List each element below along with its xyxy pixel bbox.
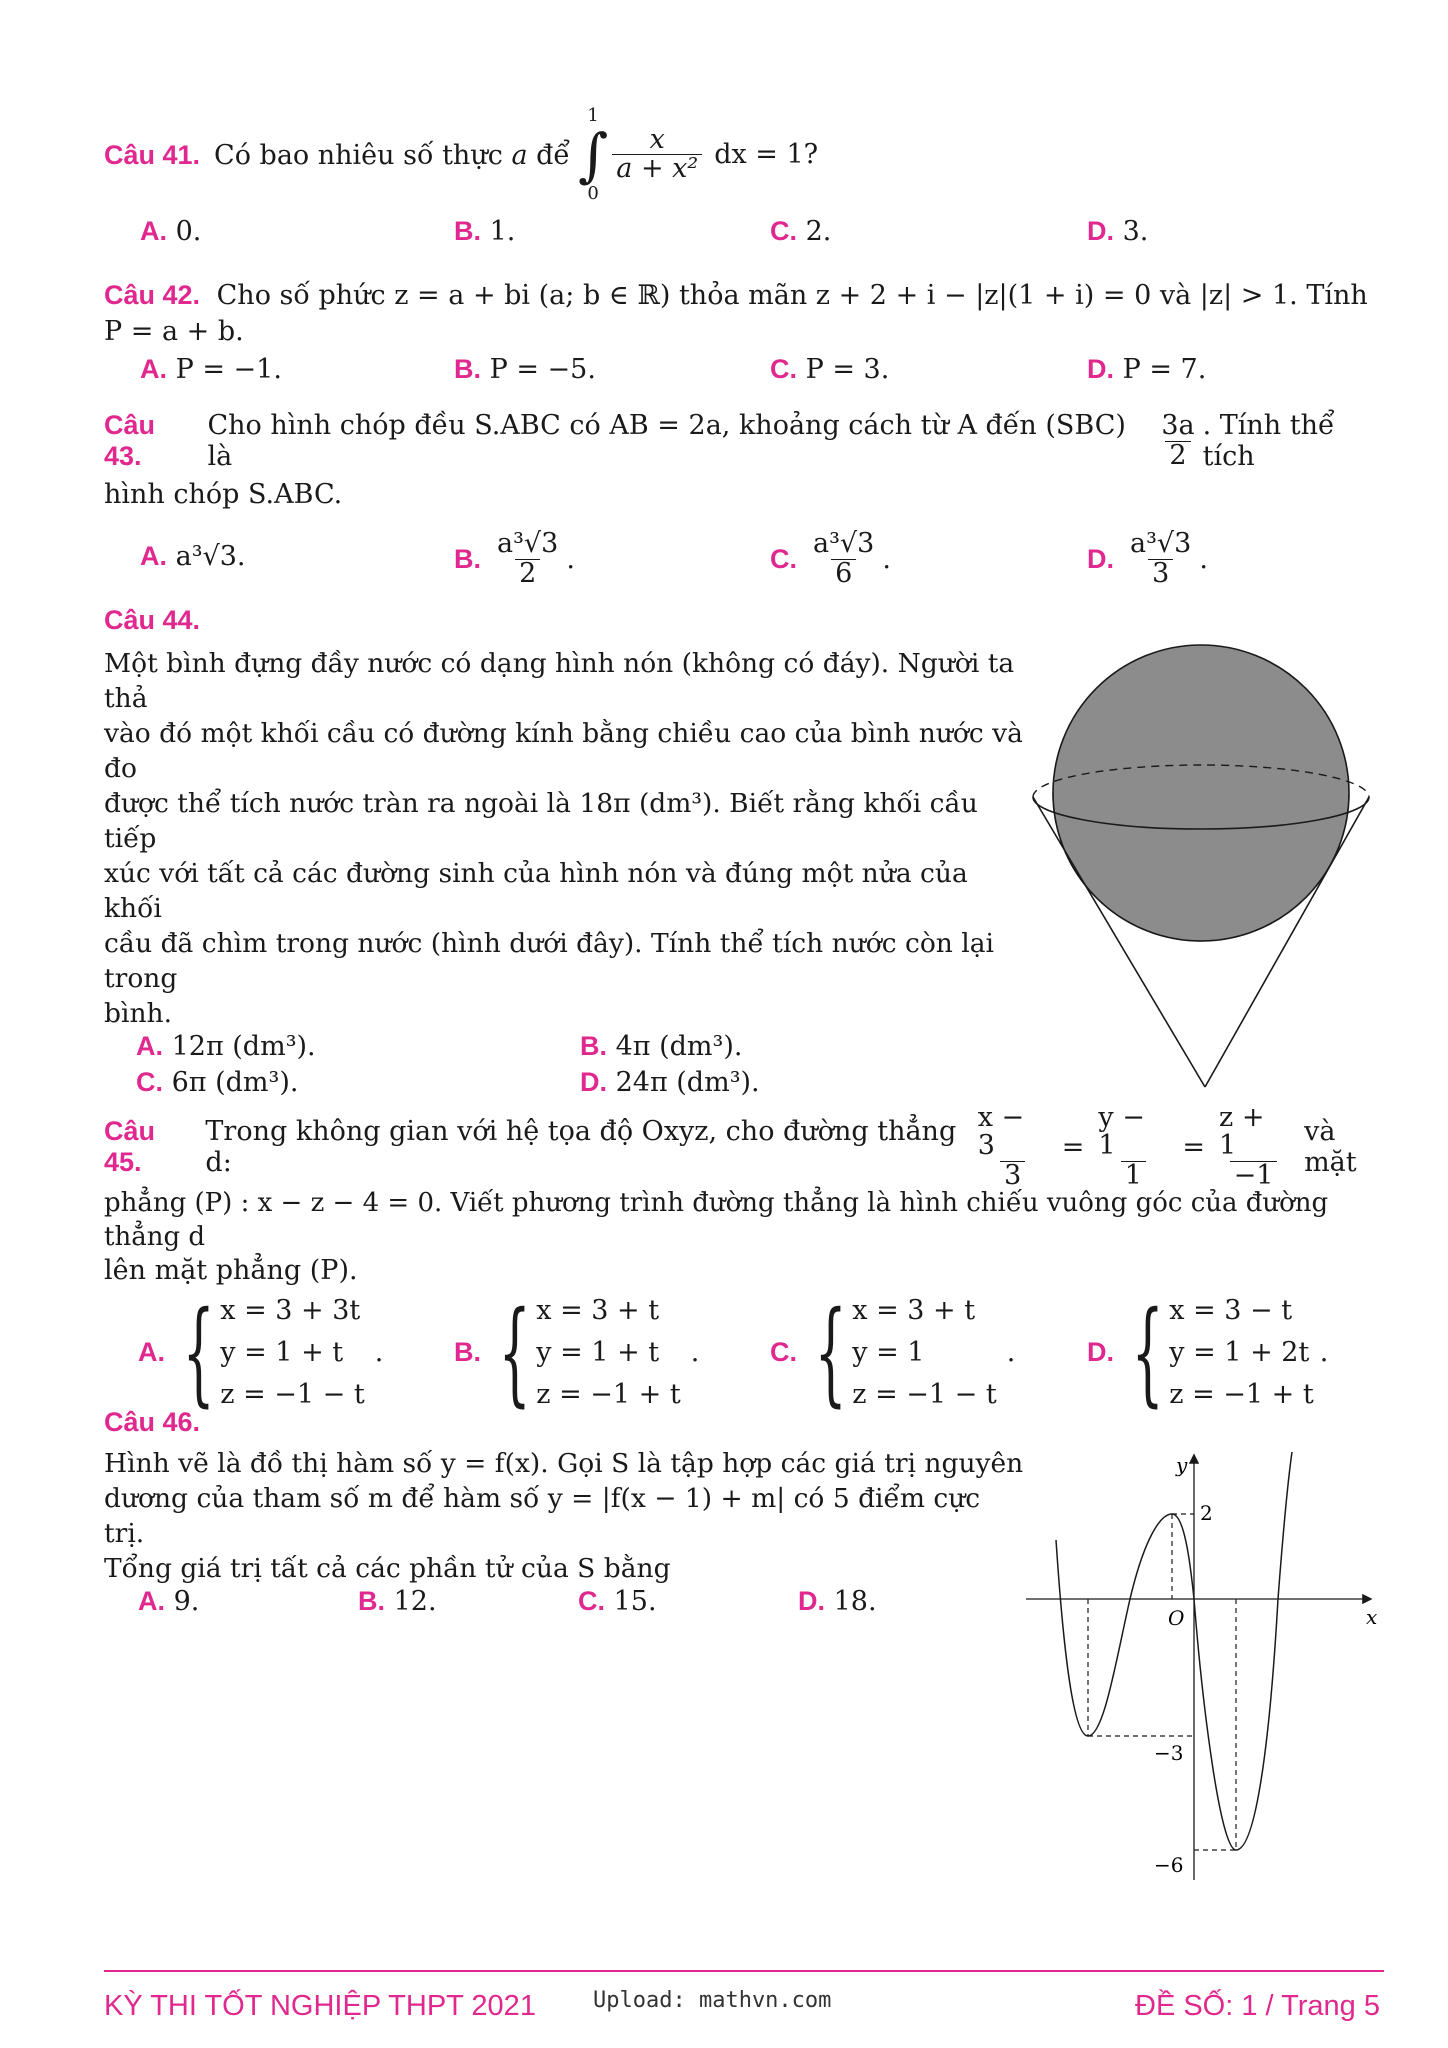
distance-fraction: $\frac{3a}{2}$ [1161,410,1195,471]
option-b[interactable]: B. 12. [358,1586,437,1617]
option-c[interactable]: C. { x = 3 + t y = 1 z = −1 − t . [770,1287,1016,1418]
options-grid [104,1031,1024,1107]
line-eq-x: $\frac{x - 3}{3}$ [977,1101,1025,1191]
options-row [104,354,1394,394]
line-eq-y: $\frac{y - 1}{1}$ [1098,1101,1145,1191]
question-label: Câu 44. [104,605,201,635]
option-c[interactable]: C. 15. [578,1586,657,1617]
line-eq-z: $\frac{z + 1}{-1}$ [1215,1104,1292,1190]
option-b[interactable]: B. 4π (dm³). [580,1031,743,1062]
y-axis-label: y [1176,1453,1188,1477]
options-row [104,1586,1024,1626]
question-text-line2: P = a + b. [104,316,244,347]
options-row [104,216,1384,256]
option-a[interactable]: A. { x = 3 + 3t y = 1 + t z = −1 − t . [138,1287,384,1418]
question-text: Cho hình chóp đều S.ABC có AB = 2a, khoảng cách từ A đến (SBC) là [207,410,1126,472]
sphere [1053,645,1349,941]
question-label: Câu 43. [104,410,156,471]
question-label: Câu 41. [104,139,201,170]
option-a[interactable]: A. 9. [138,1586,200,1617]
question-text: Trong không gian với hệ tọa độ Oxyz, cho đường thẳng d: [205,1116,957,1178]
footer-divider [104,1970,1384,1972]
option-a[interactable]: A. 12π (dm³). [136,1031,316,1062]
option-b[interactable]: B. P = −5. [454,354,596,385]
question-text-tail: . Tính thể tích [1202,410,1335,472]
option-a[interactable]: A. 0. [140,216,202,247]
option-a[interactable]: A. P = −1. [140,354,282,385]
option-c[interactable]: C. $\frac{\text{a³√3}}{6}$ . [770,528,891,589]
question-text-line3: lên mặt phẳng (P). [104,1255,358,1286]
tick-2: 2 [1200,1501,1213,1525]
option-b[interactable]: B. 1. [454,216,516,247]
question-label: Câu 46. [104,1407,201,1437]
question-text-line2: phẳng (P) : x − z − 4 = 0. Viết phương trình đường thẳng là hình chiếu vuông góc của đường thẳng d [104,1188,1329,1252]
origin-label: O [1168,1606,1185,1630]
question-text: Cho số phức z = a + bi (a; b ∈ ℝ) thỏa mãn z + 2 + i − |z|(1 + i) = 0 và |z| > 1. Tính [216,280,1368,311]
option-c[interactable]: C. 2. [770,216,832,247]
option-c[interactable]: C. P = 3. [770,354,890,385]
question-46 [104,1404,1024,1626]
question-label: Câu 45. [104,1116,156,1177]
question-text: Có bao nhiêu số thực a để [214,139,571,171]
footer-exam-title: KỲ THI TỐT NGHIỆP THPT 2021 [104,1990,536,2022]
option-b[interactable]: B. { x = 3 + t y = 1 + t z = −1 + t . [454,1287,700,1418]
question-label: Câu 42. [104,280,201,310]
option-d[interactable]: D. $\frac{\text{a³√3}}{3}$ . [1087,528,1208,589]
option-d[interactable]: D. 3. [1087,216,1149,247]
x-axis-label: x [1366,1605,1378,1629]
question-text-line2: hình chóp S.ABC. [104,479,343,510]
option-d[interactable]: D. P = 7. [1087,354,1207,385]
option-d[interactable]: D. 24π (dm³). [580,1067,760,1098]
footer-page-info: ĐỀ SỐ: 1 / Trang 5 [1135,1990,1380,2022]
sphere-in-cone-figure [1020,615,1390,1095]
option-b[interactable]: B. $\frac{\text{a³√3}}{2}$ . [454,528,575,589]
function-graph [1020,1440,1390,1890]
question-45: Câu 45. Trong không gian với hệ tọa độ Oxyz, cho đường thẳng d: $\frac{x - 3}{3}$ = $\frac{y - 1}{1}$ = $\frac{z + 1}{-1}$ và mặt phẳng (P) : x − z − 4 = 0. Viết phương trình đường thẳng là hình chiếu vuông góc của đường thẳng d lên mặt phẳng (P). A. { x = 3 + 3t y = 1 + t z = −1 − t . B. { x = 3 + t y = 1 + t z = −1 + t . C. { x = 3 + t y = 1 z = −1 − t . D. { x = 3 − t y = 1 + 2t z = −1 + t . [104,1108,1394,1430]
option-d[interactable]: D. 18. [798,1586,877,1617]
question-41 [104,100,1384,256]
question-text: Một bình đựng đầy nước có dạng hình nón (không có đáy). Người ta thả vào đó một khối cầu có đường kính bằng chiều cao của bình nước và đo được thể tích nước tràn ra ngoài là 18π (dm³). Biết rằng khối cầu tiếp xúc với tất cả các đường sinh của hình nón và đúng một nửa của khối cầu đã chìm trong nước (hình dưới đây). Tính thể tích nước còn lại trong bình. [104,648,1023,1029]
options-row [104,519,1394,599]
option-c[interactable]: C. 6π (dm³). [136,1067,299,1098]
integral: 1 ∫ 0 $\frac{x}{\text{a + x²}}$ dx = 1? [578,104,819,205]
footer-upload: Upload: mathvn.com [593,1988,832,2013]
integrand: $\frac{x}{\text{a + x²}}$ [612,126,702,184]
tick-minus-6: −6 [1154,1853,1184,1877]
question-43 [104,405,1394,599]
tick-minus-3: −3 [1154,1741,1184,1765]
question-42 [104,277,1394,394]
option-d[interactable]: D. { x = 3 − t y = 1 + 2t z = −1 + t . [1087,1287,1329,1418]
option-a[interactable]: A. a³√3. [140,541,246,572]
question-text: Hình vẽ là đồ thị hàm số y = f(x). Gọi S là tập hợp các giá trị nguyên dương của tham số m để hàm số y = |f(x − 1) + m| có 5 điểm cực trị. Tổng giá trị tất cả các phần tử của S bằng [104,1448,1024,1584]
question-44 [104,602,1024,1107]
